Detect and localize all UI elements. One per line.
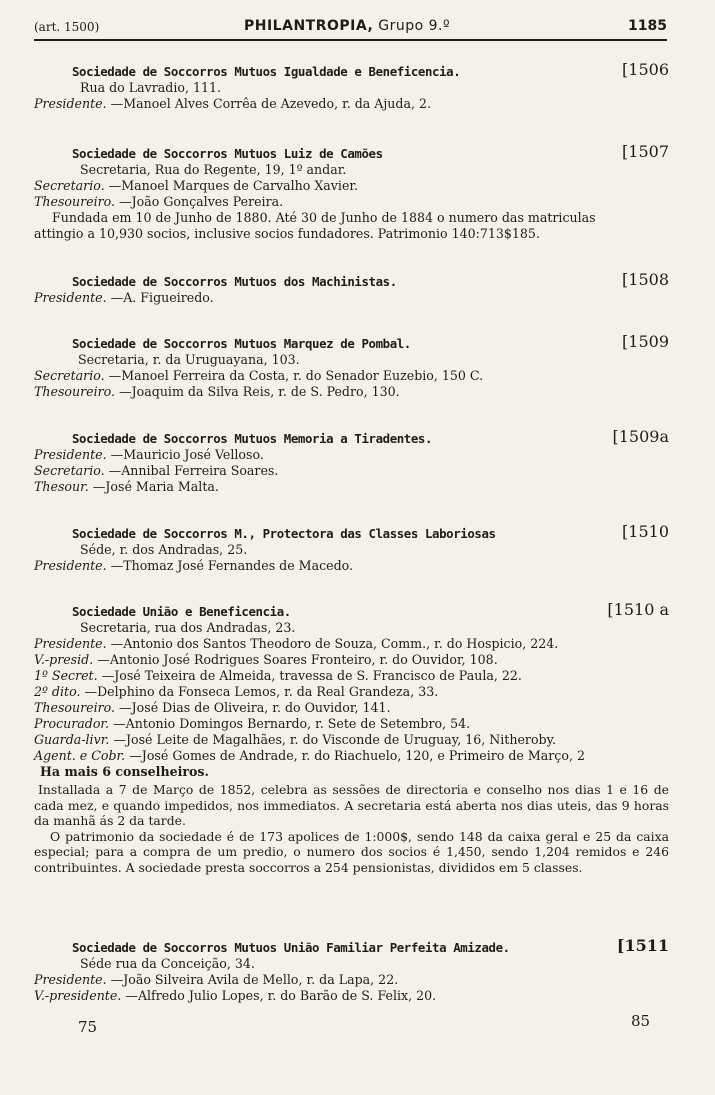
entry-title: Sociedade de Soccorros Mutuos Igualdade e Beneficencia. (72, 64, 461, 79)
entry-title: Sociedade União e Beneficencia. (72, 604, 291, 619)
person-line (34, 384, 669, 400)
person-line (34, 988, 669, 1004)
person-role: Presidente. (34, 447, 107, 462)
person-role: Thesour. (34, 479, 89, 494)
person-role: Secretario. (34, 463, 105, 478)
person-text: —João Silveira Avila de Mello, r. da Lapa, 22. (110, 972, 399, 987)
person-text: —José Gomes de Andrade, r. do Riachuelo, 120, e Primeiro de Março, 2 (129, 748, 585, 763)
entry-number: [1511 (616, 936, 669, 955)
person-role: Secretario. (34, 368, 105, 383)
person-line (34, 558, 669, 574)
person-role: Guarda-livr. (34, 732, 110, 747)
person-text: —Antonio Domingos Bernardo, r. Sete de Setembro, 54. (113, 716, 471, 731)
article-reference: (art. 1500) (34, 20, 100, 34)
person-text: —Annibal Ferreira Soares. (108, 463, 279, 478)
person-text: —A. Figueiredo. (110, 290, 214, 305)
entry-number: [1506 (622, 60, 669, 79)
person-text: —José Maria Malta. (92, 479, 219, 494)
person-line (34, 748, 669, 764)
person-text: —Manoel Marques de Carvalho Xavier. (108, 178, 359, 193)
person-line (34, 700, 669, 716)
entry-address: Secretaria, r. da Uruguayana, 103. (78, 352, 300, 367)
person-line (34, 447, 669, 463)
person-text: —Thomaz José Fernandes de Macedo. (110, 558, 354, 573)
header-rule (34, 39, 667, 41)
person-role: Presidente. (34, 558, 107, 573)
person-role: Procurador. (34, 716, 110, 731)
person-text: —João Gonçalves Pereira. (119, 194, 284, 209)
person-line (34, 732, 669, 748)
entry-1508 (34, 270, 669, 306)
entry-number: [1507 (622, 142, 669, 161)
entry-1507 (34, 142, 669, 242)
entry-address: Séde, r. dos Andradas, 25. (80, 542, 248, 557)
entry-number: [1509a (612, 427, 669, 446)
person-role: Secretario. (34, 178, 105, 193)
person-role: Presidente. (34, 290, 107, 305)
person-role: V.-presid. (34, 652, 94, 667)
entry-number: [1510 a (607, 600, 669, 619)
person-role: Thesoureiro. (34, 194, 116, 209)
person-line (34, 652, 669, 668)
person-text: —Manoel Ferreira da Costa, r. do Senador Euzebio, 150 C. (108, 368, 484, 383)
person-line (34, 972, 669, 988)
entry-number: [1510 (622, 522, 669, 541)
person-role: Thesoureiro. (34, 700, 116, 715)
person-line (34, 463, 669, 479)
extra-note: Ha mais 6 conselheiros. (40, 764, 209, 779)
person-role: Presidente. (34, 972, 107, 987)
person-text: —Joaquim da Silva Reis, r. de S. Pedro, 130. (119, 384, 400, 399)
person-text: —Alfredo Julio Lopes, r. do Barão de S. Felix, 20. (125, 988, 437, 1003)
person-role: Presidente. (34, 96, 107, 111)
entry-number: [1508 (622, 270, 669, 289)
entry-address: Secretaria, Rua do Regente, 19, 1º andar. (80, 162, 347, 177)
person-line (34, 194, 669, 210)
footer-signature-right: 85 (631, 1012, 651, 1030)
entry-title: Sociedade de Soccorros Mutuos dos Machinistas. (72, 274, 397, 289)
person-line (34, 96, 669, 112)
person-role: Thesoureiro. (34, 384, 116, 399)
entry-1506 (34, 60, 669, 112)
entry-title: Sociedade de Soccorros Mutuos Memoria a Tiradentes. (72, 431, 433, 446)
paragraph: O patrimonio da sociedade é de 173 apolices de 1:000$, sendo 148 da caixa geral e 25 da caixa especial; para a compra de um predio, o numero dos socios é 1,450, sendo 1,204 remidos e 246 contribuintes. A sociedade presta soccorros a 254 pensionistas, divididos em 5 classes. (34, 828, 669, 875)
footer-signature-left: 75 (78, 1018, 98, 1036)
person-role: 2º dito. (34, 684, 81, 699)
person-text: —Antonio José Rodrigues Soares Fronteiro, r. do Ouvidor, 108. (97, 652, 498, 667)
entry-address: Secretaria, rua dos Andradas, 23. (80, 620, 296, 635)
running-title (244, 18, 450, 34)
note-line: Fundada em 10 de Junho de 1880. Até 30 de Junho de 1884 o numero das matriculas (52, 210, 596, 225)
person-line (34, 290, 669, 306)
entry-title: Sociedade de Soccorros Mutuos União Familiar Perfeita Amizade. (72, 940, 510, 955)
person-role: 1º Secret. (34, 668, 98, 683)
person-text: —José Dias de Oliveira, r. do Ouvidor, 141. (119, 700, 391, 715)
person-text: —Manoel Alves Corrêa de Azevedo, r. da Ajuda, 2. (110, 96, 431, 111)
running-title-rest: Grupo 9.º (373, 18, 451, 34)
entry-address: Séde rua da Conceição, 34. (80, 956, 255, 971)
page-header (34, 18, 667, 38)
person-text: —José Teixeira de Almeida, travessa de S. Francisco de Paula, 22. (101, 668, 522, 683)
person-line (34, 368, 669, 384)
person-line (34, 668, 669, 684)
entry-1509 (34, 332, 669, 400)
person-role: Presidente. (34, 636, 107, 651)
running-title-bold: PHILANTROPIA, (244, 18, 374, 34)
entry-1510a (34, 600, 669, 875)
page-number: 1185 (628, 18, 667, 34)
person-line (34, 684, 669, 700)
entry-1509a (34, 427, 669, 495)
person-role: Agent. e Cobr. (34, 748, 126, 763)
person-text: —Delphino da Fonseca Lemos, r. da Real Grandeza, 33. (84, 684, 439, 699)
person-line (34, 479, 669, 495)
person-role: V.-presidente. (34, 988, 122, 1003)
person-line (34, 636, 669, 652)
person-line (34, 716, 669, 732)
entry-title: Sociedade de Soccorros Mutuos Marquez de Pombal. (72, 336, 411, 351)
person-text: —Mauricio José Velloso. (110, 447, 264, 462)
entry-address: Rua do Lavradio, 111. (80, 80, 221, 95)
entry-title: Sociedade de Soccorros M., Protectora das Classes Laboriosas (72, 526, 496, 541)
person-text: —Antonio dos Santos Theodoro de Souza, Comm., r. do Hospicio, 224. (110, 636, 559, 651)
entry-title: Sociedade de Soccorros Mutuos Luiz de Camões (72, 146, 383, 161)
entry-number: [1509 (622, 332, 669, 351)
person-text: —José Leite de Magalhães, r. do Visconde de Uruguay, 16, Nitheroby. (113, 732, 557, 747)
person-line (34, 178, 669, 194)
paragraph: Installada a 7 de Março de 1852, celebra as sessões de directoria e conselho nos dias 1 e 16 de cada mez, e quando impedidos, nos immediatos. A secretaria está aberta nos dias uteis, das 9 horas da manhã ás 2 da tarde. (34, 782, 669, 828)
entry-1511 (34, 936, 669, 1004)
entry-1510 (34, 522, 669, 574)
note-line: attingio a 10,930 socios, inclusive socios fundadores. Patrimonio 140:713$185. (34, 226, 540, 241)
